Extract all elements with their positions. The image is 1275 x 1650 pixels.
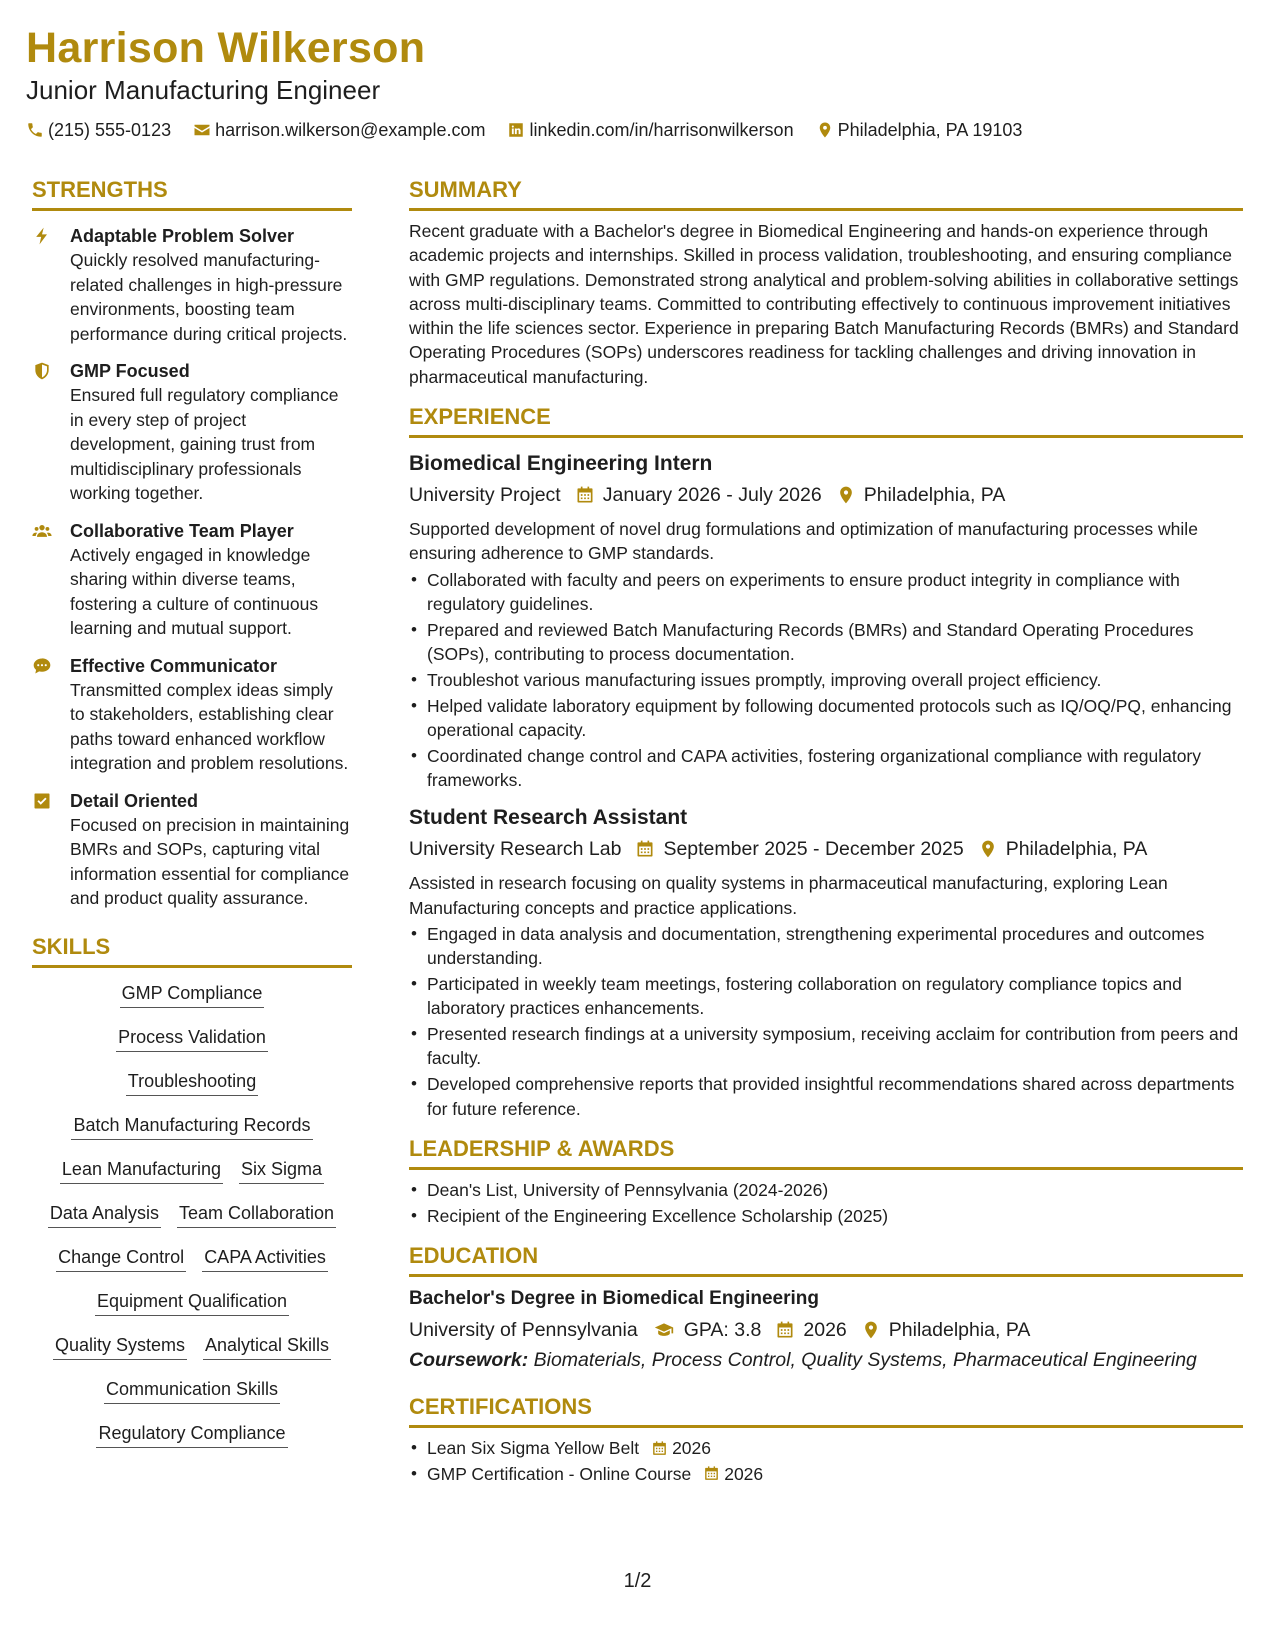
- map-pin-icon: [836, 485, 856, 505]
- certifications-list: [409, 1436, 1243, 1486]
- contact-bar: [26, 118, 1246, 142]
- cert-name: • GMP Certification - Online Course: [427, 1463, 692, 1484]
- strength-title: Adaptable Problem Solver: [70, 226, 295, 246]
- strength-title: Detail Oriented: [70, 790, 199, 811]
- linkedin-icon: [507, 121, 525, 139]
- skill-tag: Quality Systems: [53, 1332, 187, 1360]
- cert-name: • Lean Six Sigma Yellow Belt: [427, 1437, 640, 1458]
- skill-tag: Analytical Skills: [203, 1332, 331, 1360]
- checkbox-icon: [32, 791, 52, 811]
- job-description: Assisted in research focusing on quality systems in pharmaceutical manufacturing, exploring Lean Manufacturing concepts and practice applications.: [409, 873, 1168, 918]
- job-meta: [409, 480, 1243, 510]
- experience-heading: EXPERIENCE: [409, 403, 1243, 438]
- job-title: Student Research Assistant: [409, 806, 688, 830]
- job-meta: [409, 834, 1243, 864]
- calendar-icon: [575, 485, 595, 505]
- coursework-label: Coursework:: [409, 1348, 529, 1371]
- contact-linkedin-text: linkedin.com/in/harrisonwilkerson: [529, 120, 794, 140]
- graduation-cap-icon: [652, 1320, 676, 1340]
- leadership-heading: LEADERSHIP & AWARDS: [409, 1135, 1243, 1170]
- education-heading: EDUCATION: [409, 1242, 1243, 1277]
- resume-header: [26, 22, 1246, 142]
- skill-tag: Change Control: [56, 1244, 186, 1272]
- skill-tag: Batch Manufacturing Records: [71, 1112, 312, 1140]
- list-item: • Dean's List, University of Pennsylvania (2024-2026): [409, 1178, 1243, 1202]
- strengths-heading: STRENGTHS: [32, 176, 352, 211]
- calendar-icon: [635, 839, 655, 859]
- phone-icon: [26, 121, 44, 139]
- map-pin-icon: [978, 839, 998, 859]
- leadership-list: [409, 1178, 1243, 1228]
- job-dates: September 2025 - December 2025: [663, 838, 964, 861]
- list-item: • Prepared and reviewed Batch Manufacturing Records (BMRs) and Standard Operating Procedures (SOPs), contributing to process documentation.: [409, 618, 1243, 667]
- strength-item: [32, 224, 352, 346]
- users-icon: [32, 521, 52, 541]
- school-name: University of Pennsylvania: [409, 1318, 638, 1341]
- job-bullets: [409, 922, 1243, 1121]
- cert-year: 2026: [672, 1437, 712, 1458]
- candidate-name: Harrison Wilkerson: [26, 24, 426, 72]
- degree-title: Bachelor's Degree in Biomedical Engineering: [409, 1287, 819, 1309]
- strength-item: [32, 519, 352, 641]
- skill-tag: Six Sigma: [239, 1156, 324, 1184]
- bolt-icon: [32, 226, 52, 246]
- calendar-icon: [703, 1465, 720, 1482]
- strength-title: Effective Communicator: [70, 655, 278, 676]
- map-pin-icon: [861, 1320, 881, 1340]
- skill-tag: Regulatory Compliance: [96, 1420, 287, 1448]
- list-item: • Participated in weekly team meetings, fostering collaboration on regulatory compliance topics and laboratory practices enhancements.: [409, 972, 1243, 1021]
- gpa: GPA: 3.8: [683, 1318, 762, 1341]
- job-dates: January 2026 - July 2026: [602, 484, 822, 507]
- job-entry: [409, 804, 1243, 1120]
- job-org: University Project: [409, 484, 561, 507]
- left-column: [32, 176, 352, 1464]
- contact-phone-text: (215) 555-0123: [48, 120, 172, 140]
- coursework: [409, 1345, 1243, 1375]
- job-description: Supported development of novel drug formulations and optimization of manufacturing processes while ensuring adherence to GMP standards.: [409, 519, 1198, 564]
- skills-heading: SKILLS: [32, 933, 352, 968]
- shield-icon: [32, 361, 52, 381]
- skill-tag: Process Validation: [116, 1024, 268, 1052]
- contact-location-text: Philadelphia, PA 19103: [837, 120, 1023, 140]
- list-item: • Presented research findings at a university symposium, receiving acclaim for contribution from peers and faculty.: [409, 1022, 1243, 1071]
- strength-title: Collaborative Team Player: [70, 520, 294, 541]
- strength-item: [32, 654, 352, 776]
- skill-tag: Communication Skills: [104, 1376, 280, 1404]
- job-location: Philadelphia, PA: [863, 484, 1006, 507]
- job-title: Biomedical Engineering Intern: [409, 452, 713, 476]
- list-item: • Developed comprehensive reports that provided insightful recommendations shared across departments for future reference.: [409, 1072, 1243, 1121]
- list-item: • Engaged in data analysis and documentation, strengthening experimental procedures and outcomes understanding.: [409, 922, 1243, 971]
- skill-tag: CAPA Activities: [202, 1244, 328, 1272]
- coursework-list: Biomaterials, Process Control, Quality Systems, Pharmaceutical Engineering: [533, 1348, 1197, 1371]
- strength-item: [32, 359, 352, 506]
- job-org: University Research Lab: [409, 838, 622, 861]
- strength-desc: Actively engaged in knowledge sharing within diverse teams, fostering a culture of continuous learning and mutual support.: [70, 544, 319, 638]
- strength-desc: Focused on precision in maintaining BMRs and SOPs, capturing vital information essential for compliance and product quality assurance.: [70, 814, 350, 908]
- strength-desc: Quickly resolved manufacturing-related challenges in high-pressure environments, boosting team performance during critical projects.: [70, 250, 348, 344]
- chat-bubble-icon: [32, 656, 52, 676]
- job-entry: [409, 450, 1243, 792]
- skills-list: [32, 980, 352, 1448]
- strength-item: [32, 789, 352, 911]
- list-item: • Coordinated change control and CAPA activities, fostering organizational compliance with regulatory frameworks.: [409, 744, 1243, 793]
- page-number: 1/2: [623, 1570, 652, 1592]
- skill-tag: Equipment Qualification: [95, 1288, 289, 1316]
- graduation-year: 2026: [803, 1318, 847, 1341]
- summary-text: Recent graduate with a Bachelor's degree in Biomedical Engineering and hands-on experience through academic projects and internships. Skilled in process validation, troubleshooting, and ensuring compliance with GMP regulations. Demonstrated strong analytical and problem-solving abilities in collaborative settings across multi-disciplinary teams. Committed to contributing effectively to continuous improvement initiatives within the life sciences sector. Experience in preparing Batch Manufacturing Records (BMRs) and Standard Operating Procedures (SOPs) underscores readiness for tackling challenges and driving innovation in pharmaceutical manufacturing.: [409, 221, 1239, 387]
- skill-tag: Lean Manufacturing: [60, 1156, 223, 1184]
- strength-desc: Transmitted complex ideas simply to stakeholders, establishing clear paths toward enhanced workflow integration and problem resolutions.: [70, 679, 349, 773]
- strength-desc: Ensured full regulatory compliance in every step of project development, gaining trust from multidisciplinary professionals working together.: [70, 385, 339, 503]
- summary-heading: SUMMARY: [409, 176, 1243, 211]
- map-pin-icon: [816, 121, 834, 139]
- contact-phone[interactable]: [26, 118, 171, 142]
- skill-tag: GMP Compliance: [120, 980, 265, 1008]
- certifications-heading: CERTIFICATIONS: [409, 1393, 1243, 1428]
- right-column: [409, 176, 1243, 1488]
- list-item: [409, 1436, 1243, 1460]
- contact-email-text: harrison.wilkerson@example.com: [215, 120, 486, 140]
- education-meta: [409, 1315, 1243, 1345]
- candidate-title: Junior Manufacturing Engineer: [26, 75, 381, 105]
- skill-tag: Troubleshooting: [126, 1068, 258, 1096]
- skill-tag: Data Analysis: [48, 1200, 161, 1228]
- job-location: Philadelphia, PA: [1005, 838, 1148, 861]
- skill-tag: Team Collaboration: [177, 1200, 336, 1228]
- calendar-icon: [775, 1320, 795, 1340]
- list-item: • Troubleshot various manufacturing issues promptly, improving overall project efficiency.: [409, 668, 1243, 692]
- school-location: Philadelphia, PA: [888, 1318, 1031, 1341]
- cert-year: 2026: [724, 1463, 764, 1484]
- calendar-icon: [651, 1440, 668, 1457]
- contact-location: [816, 118, 1023, 142]
- list-item: • Recipient of the Engineering Excellence Scholarship (2025): [409, 1204, 1243, 1228]
- list-item: [409, 1462, 1243, 1486]
- strength-title: GMP Focused: [70, 361, 190, 381]
- list-item: • Collaborated with faculty and peers on experiments to ensure product integrity in compliance with regulatory guidelines.: [409, 568, 1243, 617]
- job-bullets: [409, 568, 1243, 793]
- contact-email[interactable]: [193, 118, 485, 142]
- list-item: • Helped validate laboratory equipment by following documented protocols such as IQ/OQ/PQ, enhancing operational capacity.: [409, 694, 1243, 743]
- envelope-icon: [193, 121, 211, 139]
- contact-linkedin[interactable]: [507, 118, 793, 142]
